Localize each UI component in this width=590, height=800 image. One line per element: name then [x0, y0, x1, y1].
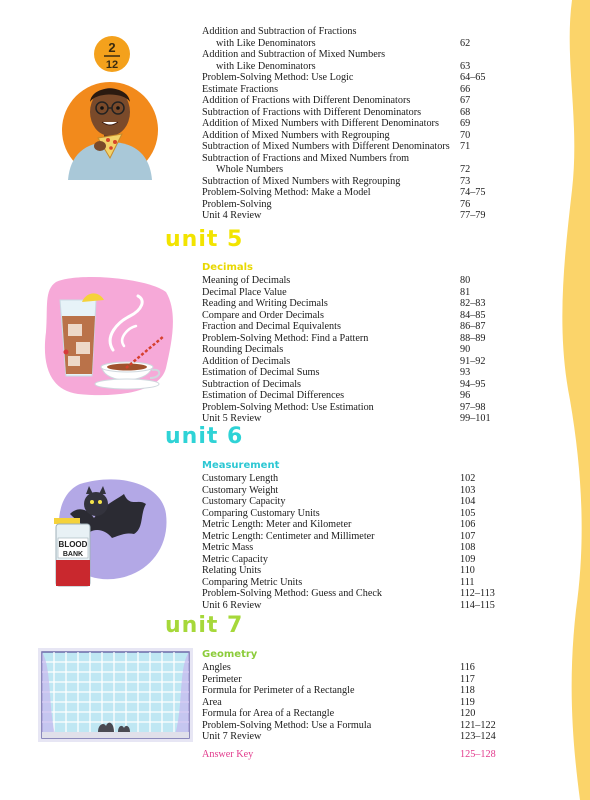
toc-entry[interactable]: Area 119	[202, 696, 475, 708]
toc-entry[interactable]: Rounding Decimals 90	[202, 344, 471, 355]
window-grid-illustration	[38, 648, 193, 742]
page-number: 72	[460, 164, 471, 175]
toc-entry[interactable]: Addition and Subtraction of Mixed Numbers	[202, 49, 386, 60]
page-number: 107	[460, 530, 476, 542]
toc-entry[interactable]: Problem-Solving 76	[202, 198, 471, 210]
toc-entry[interactable]: Customary Length 102	[202, 473, 476, 484]
toc-entry[interactable]: Problem-Solving Method: Use Logic 64–65	[202, 72, 486, 83]
page-number: 99–101	[460, 413, 491, 424]
page-number: 104	[460, 496, 476, 507]
toc-entry[interactable]: Addition and Subtraction of Fractions	[202, 26, 357, 37]
toc-entry[interactable]: Meaning of Decimals 80	[202, 275, 471, 286]
toc-entry[interactable]: Perimeter 117	[202, 673, 475, 685]
page-number: 90	[460, 344, 471, 355]
toc-entry[interactable]: Reading and Writing Decimals 82–83	[202, 298, 486, 309]
toc-entry[interactable]: Addition of Decimals 91–92	[202, 355, 486, 367]
toc-entry[interactable]: Unit 5 Review 99–101	[202, 413, 491, 424]
page-number: 63	[460, 60, 471, 72]
page-number: 102	[460, 473, 476, 484]
toc-entry[interactable]: Problem-Solving Method: Find a Pattern 88–89	[202, 332, 486, 344]
page-number: 116	[460, 662, 475, 673]
toc-entry[interactable]: Formula for Perimeter of a Rectangle 118	[202, 685, 475, 696]
toc-entry[interactable]: Metric Mass 108	[202, 542, 476, 553]
page-number: 74–75	[460, 187, 486, 198]
page-number: 70	[460, 129, 471, 141]
toc-entry[interactable]: Unit 4 Review 77–79	[202, 210, 486, 221]
page-number: 114–115	[460, 599, 495, 611]
fraction-denominator: 12	[105, 59, 119, 71]
page-number: 91–92	[460, 355, 486, 367]
toc-entry[interactable]: Comparing Metric Units 111	[202, 576, 475, 588]
page-number: 93	[460, 367, 471, 378]
page-number: 69	[460, 118, 471, 129]
page-number: 62	[460, 37, 471, 49]
section-title-decimals: Decimals	[202, 262, 253, 273]
page-number: 66	[460, 83, 471, 95]
toc-entry[interactable]: Metric Capacity 109	[202, 553, 476, 565]
toc-entry[interactable]: Unit 6 Review 114–115	[202, 599, 495, 611]
toc-entry[interactable]: Subtraction of Fractions with Different Denominators 68	[202, 106, 471, 118]
page-number: 67	[460, 95, 471, 106]
toc-entry[interactable]: Customary Weight 103	[202, 484, 476, 496]
toc-entry[interactable]: Subtraction of Fractions and Mixed Numbers from	[202, 152, 410, 164]
toc-entry[interactable]: Comparing Customary Units 105	[202, 507, 476, 519]
page-number: 105	[460, 507, 476, 519]
toc-entry[interactable]: Whole Numbers 72	[216, 164, 471, 175]
toc-entry[interactable]: Subtraction of Mixed Numbers with Regrouping 73	[202, 175, 471, 187]
bat-blood-bank-illustration	[50, 474, 170, 594]
toc-entry[interactable]: Metric Length: Centimeter and Millimeter 107	[202, 530, 476, 542]
unit5-toc	[202, 262, 502, 425]
boy-eating-pizza-illustration	[60, 30, 170, 180]
page-number: 97–98	[460, 401, 486, 413]
iced-tea-and-cup-illustration	[38, 272, 178, 402]
toc-entry[interactable]: Angles 116	[202, 662, 475, 673]
page-number: 117	[460, 673, 475, 685]
page-number: 119	[460, 696, 475, 708]
toc-entry[interactable]: Estimation of Decimal Differences 96	[202, 390, 471, 401]
toc-entry[interactable]: Customary Capacity 104	[202, 496, 476, 507]
page-margin-wave	[550, 0, 590, 800]
toc-entry[interactable]: Estimate Fractions 66	[202, 83, 471, 95]
toc-entry[interactable]: Subtraction of Decimals 94–95	[202, 378, 486, 390]
page-number: 111	[460, 576, 475, 588]
page-number: 109	[460, 553, 476, 565]
page-number: 81	[460, 286, 471, 298]
unit-7-heading: unit 7	[165, 613, 244, 638]
page-number: 71	[460, 141, 471, 152]
toc-entry[interactable]: Addition of Mixed Numbers with Regrouping 70	[202, 129, 471, 141]
unit7-toc	[202, 649, 502, 760]
toc-entry[interactable]: Problem-Solving Method: Use Estimation 97–98	[202, 401, 486, 413]
page-number: 125–128	[460, 748, 496, 760]
page-number: 82–83	[460, 298, 486, 309]
section-title-geometry: Geometry	[202, 649, 258, 660]
page-number: 118	[460, 685, 475, 696]
page-number: 88–89	[460, 332, 486, 344]
answer-key-entry[interactable]: Answer Key 125–128	[202, 748, 496, 760]
page-number: 80	[460, 275, 471, 286]
toc-entry[interactable]: Decimal Place Value 81	[202, 286, 471, 298]
toc-entry[interactable]: Fraction and Decimal Equivalents 86–87	[202, 321, 486, 332]
page-number: 86–87	[460, 321, 486, 332]
toc-entry[interactable]: with Like Denominators 63	[216, 60, 471, 72]
page-number: 84–85	[460, 309, 486, 321]
unit4-toc	[202, 26, 502, 222]
unit6-toc	[202, 460, 502, 611]
page-number: 106	[460, 519, 476, 530]
page-number: 76	[460, 198, 471, 210]
page-number: 94–95	[460, 378, 486, 390]
page-number: 123–124	[460, 731, 496, 742]
toc-entry[interactable]: Estimation of Decimal Sums 93	[202, 367, 471, 378]
page-number: 64–65	[460, 72, 486, 83]
blood-label: BLOOD	[58, 540, 88, 549]
toc-entry[interactable]: Unit 7 Review 123–124	[202, 731, 496, 742]
page-number: 77–79	[460, 210, 486, 221]
toc-entry[interactable]: Problem-Solving Method: Make a Model 74–75	[202, 187, 486, 198]
bank-label: BANK	[62, 551, 84, 558]
toc-entry[interactable]: Metric Length: Meter and Kilometer 106	[202, 519, 476, 530]
page-number: 112–113	[460, 588, 495, 599]
toc-entry[interactable]: Subtraction of Mixed Numbers with Different Denominators 71	[202, 141, 471, 152]
page-number: 108	[460, 542, 476, 553]
unit-6-heading: unit 6	[165, 424, 244, 449]
page-number: 103	[460, 484, 476, 496]
toc-entry[interactable]: Compare and Order Decimals 84–85	[202, 309, 486, 321]
page-number: 73	[460, 175, 471, 187]
toc-entry[interactable]: Problem-Solving Method: Guess and Check 112–113	[202, 588, 495, 599]
section-title-measurement: Measurement	[202, 460, 280, 471]
page-number: 96	[460, 390, 471, 401]
toc-entry[interactable]: Addition of Fractions with Different Denominators 67	[202, 95, 471, 106]
page-number: 120	[460, 708, 476, 719]
toc-entry[interactable]: Formula for Area of a Rectangle 120	[202, 708, 476, 719]
page-number: 68	[460, 106, 471, 118]
toc-entry[interactable]: Relating Units 110	[202, 565, 475, 576]
fraction-numerator: 2	[108, 40, 116, 55]
toc-entry[interactable]: Addition of Mixed Numbers with Different Denominators 69	[202, 118, 471, 129]
page-number: 110	[460, 565, 475, 576]
toc-entry[interactable]: Problem-Solving Method: Use a Formula 121–122	[202, 719, 496, 731]
unit-5-heading: unit 5	[165, 227, 244, 252]
page-number: 121–122	[460, 719, 496, 731]
toc-entry[interactable]: with Like Denominators 62	[216, 37, 471, 49]
